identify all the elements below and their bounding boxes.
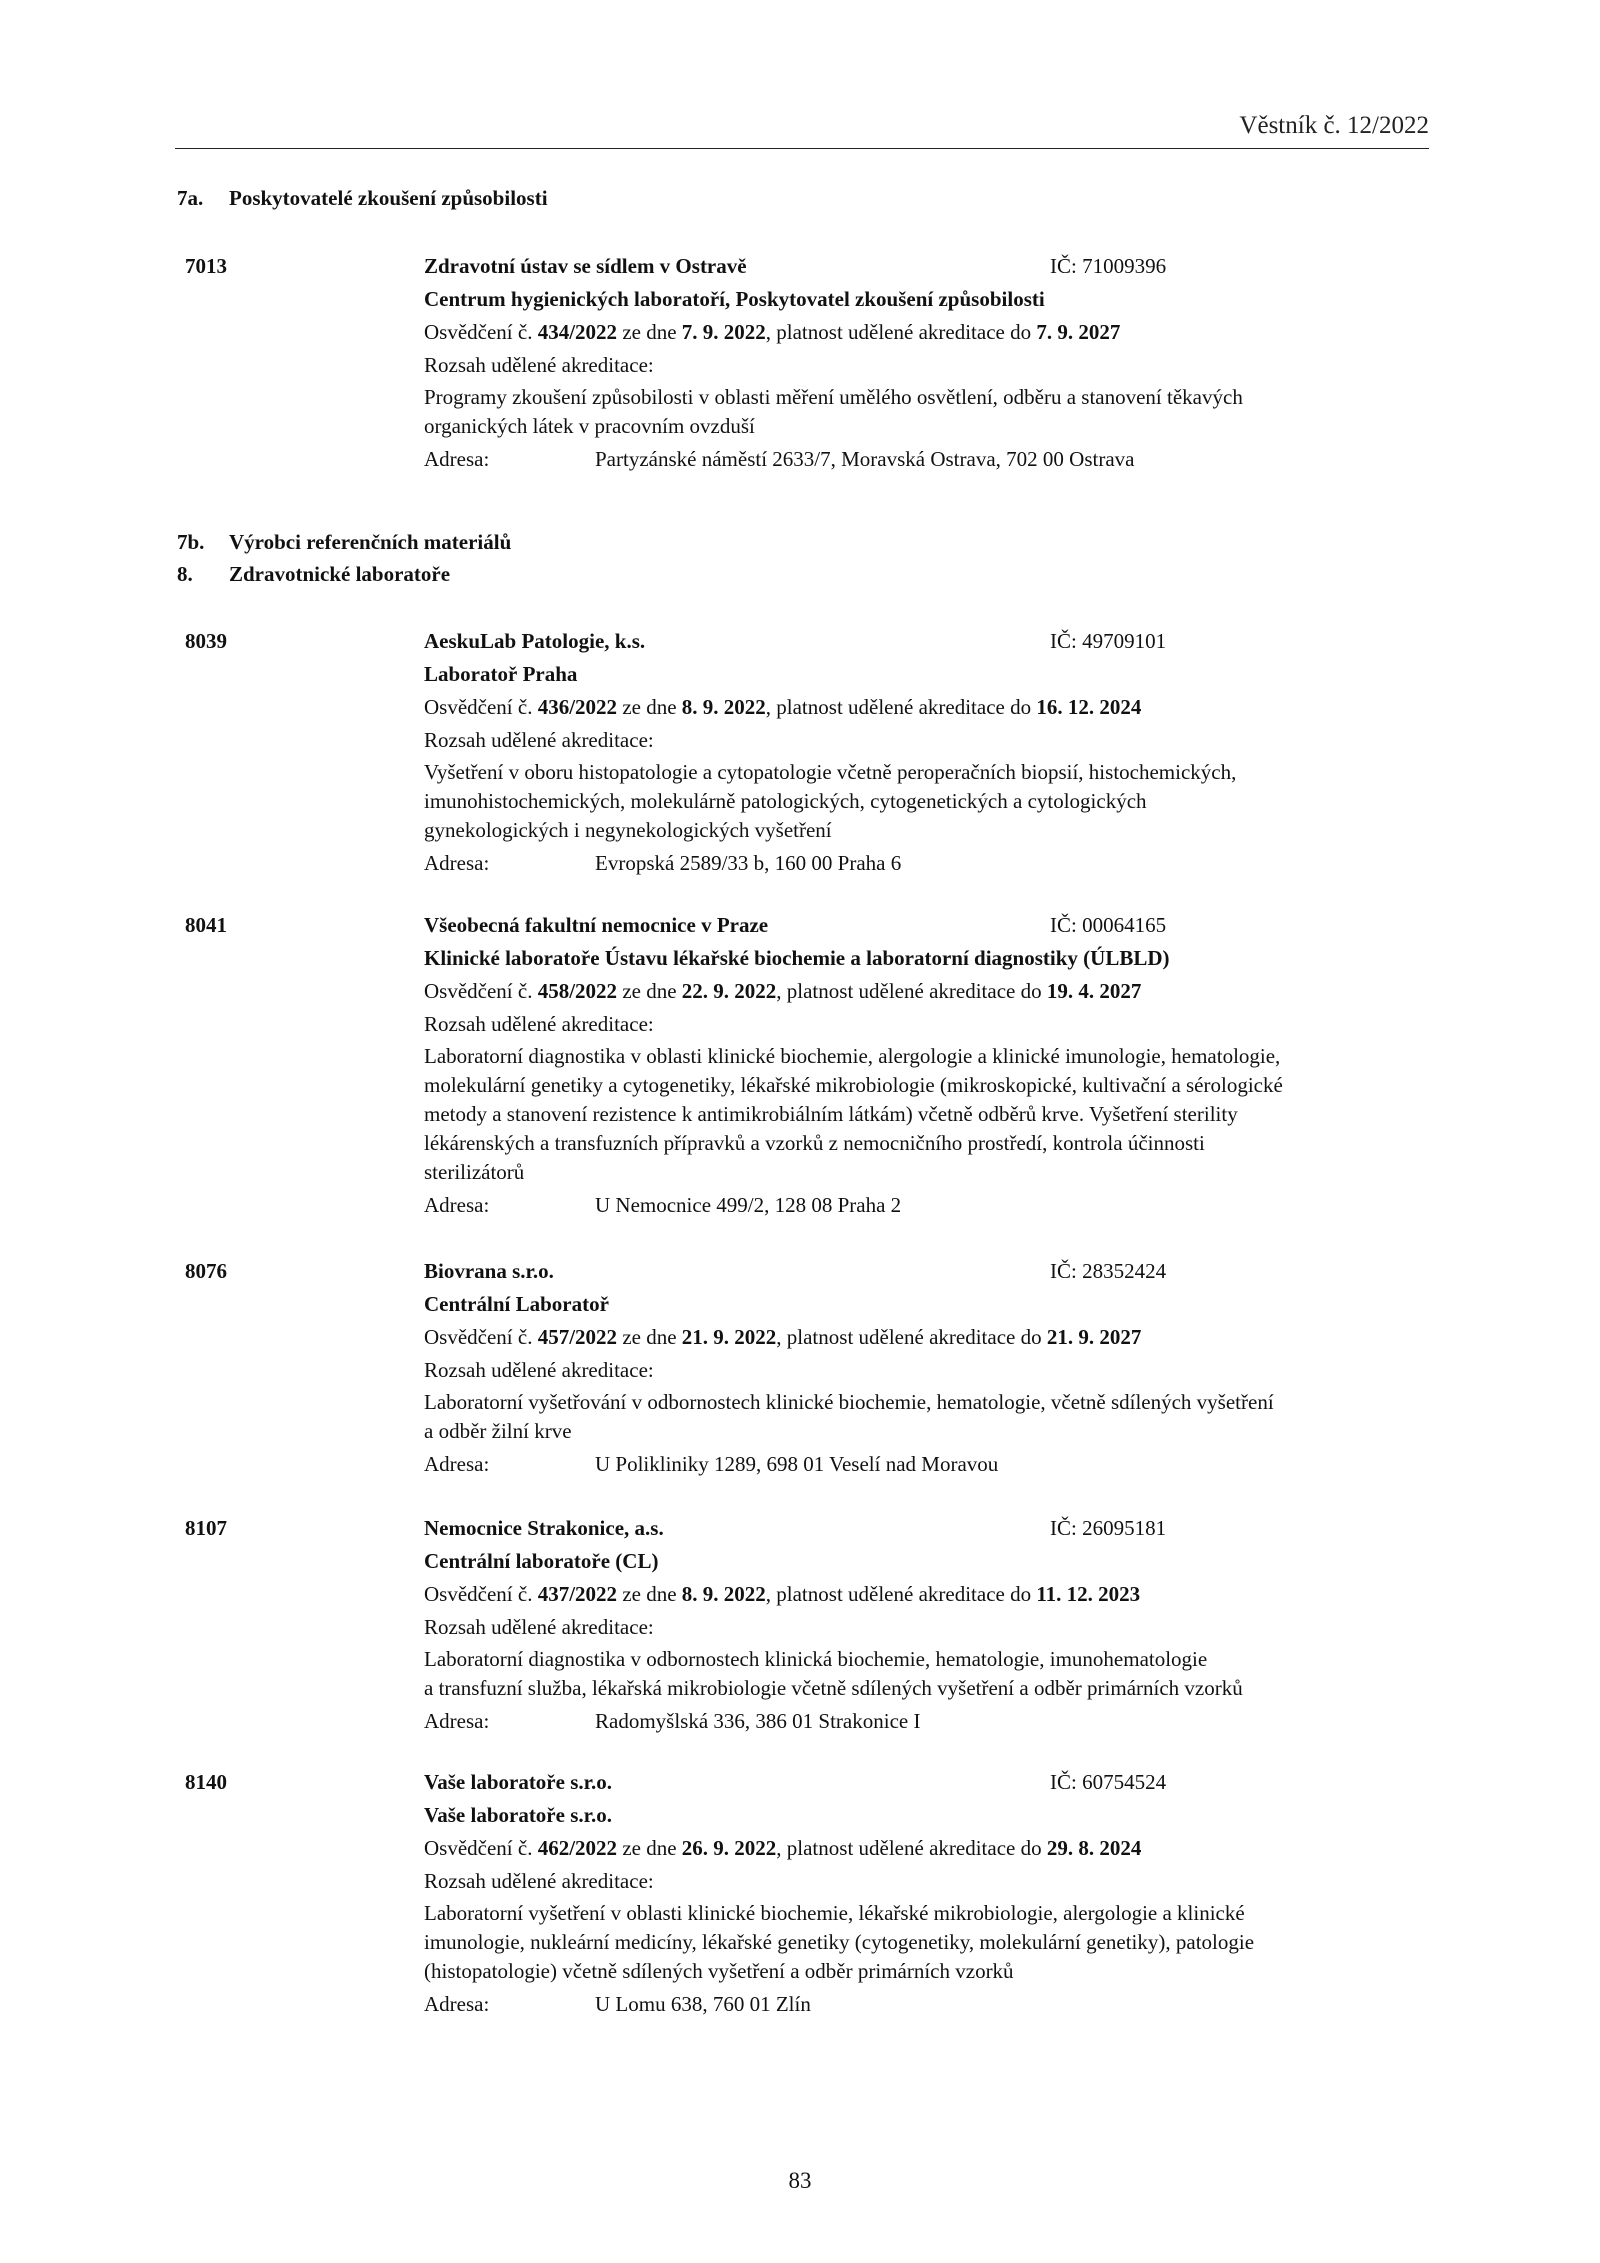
scope-text (424, 1899, 1434, 1986)
certificate-line (424, 1832, 1434, 1865)
scope-line: imunologie, nukleární medicíny, lékařské genetiky (cytogenetiky, molekulární genetiky), patologie (424, 1930, 1255, 1954)
section-title: Výrobci referenčních materiálů (229, 530, 512, 554)
scope-text (424, 1645, 1434, 1703)
address-label: Adresa: (424, 1992, 490, 2016)
scope-label: Rozsah udělené akreditace: (424, 353, 654, 377)
date-label: ze dne (622, 695, 677, 719)
entry-org-row (424, 1512, 1434, 1545)
certificate-label: Osvědčení č. (424, 1836, 533, 1860)
validity-label: , platnost udělené akreditace do (765, 1582, 1032, 1606)
validity-date: 29. 8. 2024 (1046, 1836, 1142, 1860)
certificate-number: 434/2022 (537, 320, 618, 344)
organization-name: Biovrana s.r.o. (424, 1259, 554, 1283)
scope-line: (histopatologie) včetně sdílených vyšetření a odběr primárních vzorků (424, 1959, 1014, 1983)
certificate-line (424, 1578, 1434, 1611)
company-id: IČ: 60754524 (1050, 1770, 1167, 1794)
page-header (175, 110, 1429, 149)
certificate-label: Osvědčení č. (424, 1582, 533, 1606)
entry-code: 8107 (185, 1516, 227, 1540)
page-number: 83 (788, 2168, 812, 2193)
section-heading-8 (177, 562, 450, 587)
scope-text (424, 758, 1434, 845)
scope-line: molekulární genetiky a cytogenetiky, lékařské mikrobiologie (mikroskopické, kultivační a sérologické (424, 1073, 1283, 1097)
scope-label: Rozsah udělené akreditace: (424, 1012, 654, 1036)
address-value: Evropská 2589/33 b, 160 00 Praha 6 (595, 851, 902, 875)
date-label: ze dne (622, 320, 677, 344)
organization-name: Všeobecná fakultní nemocnice v Praze (424, 913, 769, 937)
date-label: ze dne (622, 1582, 677, 1606)
section-number: 8. (177, 562, 193, 586)
address-value: Radomyšlská 336, 386 01 Strakonice I (595, 1709, 921, 1733)
certificate-number: 437/2022 (537, 1582, 618, 1606)
organization-name: AeskuLab Patologie, k.s. (424, 629, 646, 653)
scope-text (424, 1388, 1434, 1446)
section-title: Poskytovatelé zkoušení způsobilosti (229, 186, 548, 210)
certificate-line (424, 316, 1434, 349)
section-number: 7a. (177, 186, 204, 210)
scope-line: sterilizátorů (424, 1160, 525, 1184)
laboratory-name: Klinické laboratoře Ústavu lékařské biochemie a laboratorní diagnostiky (ÚLBLD) (424, 946, 1170, 970)
scope-line: metody a stanovení rezistence k antimikrobiálním látkám) včetně odběrů krve. Vyšetření sterility (424, 1102, 1238, 1126)
address-label: Adresa: (424, 1452, 490, 1476)
entry-org-row (424, 1255, 1434, 1288)
entry-code: 8041 (185, 913, 227, 937)
address-label: Adresa: (424, 851, 490, 875)
scope-line: imunohistochemických, molekulárně patologických, cytogenetických a cytologických (424, 789, 1147, 813)
address-line (424, 1705, 1434, 1738)
scope-line: Vyšetření v oboru histopatologie a cytopatologie včetně peroperačních biopsií, histochemických, (424, 760, 1237, 784)
entry-body (424, 1766, 1434, 2021)
scope-text (424, 383, 1434, 441)
certificate-label: Osvědčení č. (424, 979, 533, 1003)
validity-date: 16. 12. 2024 (1036, 695, 1142, 719)
scope-text (424, 1042, 1434, 1187)
certificate-label: Osvědčení č. (424, 320, 533, 344)
entry-code: 7013 (185, 254, 227, 278)
address-label: Adresa: (424, 1709, 490, 1733)
organization-name: Zdravotní ústav se sídlem v Ostravě (424, 254, 747, 278)
section-heading-7b (177, 530, 511, 555)
address-value: Partyzánské náměstí 2633/7, Moravská Ostrava, 702 00 Ostrava (595, 447, 1135, 471)
scope-line: Laboratorní diagnostika v oblasti klinické biochemie, alergologie a klinické imunologie, hematologie, (424, 1044, 1281, 1068)
scope-label: Rozsah udělené akreditace: (424, 1358, 654, 1382)
address-label: Adresa: (424, 1193, 490, 1217)
validity-label: , platnost udělené akreditace do (776, 1325, 1042, 1349)
laboratory-name: Centrální Laboratoř (424, 1292, 609, 1316)
section-number: 7b. (177, 530, 205, 554)
scope-label: Rozsah udělené akreditace: (424, 1869, 654, 1893)
entry-body (424, 1512, 1434, 1738)
company-id: IČ: 49709101 (1050, 629, 1167, 653)
date-label: ze dne (622, 1836, 677, 1860)
entry-body (424, 909, 1434, 1222)
certificate-line (424, 975, 1434, 1008)
laboratory-name: Centrum hygienických laboratoří, Poskytovatel zkoušení způsobilosti (424, 287, 1045, 311)
certificate-number: 462/2022 (537, 1836, 618, 1860)
scope-label: Rozsah udělené akreditace: (424, 728, 654, 752)
entry-code: 8140 (185, 1770, 227, 1794)
address-value: U Nemocnice 499/2, 128 08 Praha 2 (595, 1193, 902, 1217)
certificate-number: 457/2022 (537, 1325, 618, 1349)
validity-label: , platnost udělené akreditace do (765, 320, 1032, 344)
section-heading-7a (177, 186, 548, 211)
certificate-line (424, 691, 1434, 724)
company-id: IČ: 26095181 (1050, 1516, 1167, 1540)
validity-label: , platnost udělené akreditace do (776, 1836, 1042, 1860)
scope-label: Rozsah udělené akreditace: (424, 1615, 654, 1639)
certificate-line (424, 1321, 1434, 1354)
entry-code: 8076 (185, 1259, 227, 1283)
certificate-date: 8. 9. 2022 (681, 695, 766, 719)
address-line (424, 443, 1434, 476)
address-line (424, 1189, 1434, 1222)
scope-line: lékárenských a transfuzních přípravků a vzorků z nemocničního prostředí, kontrola účinnosti (424, 1131, 1205, 1155)
certificate-label: Osvědčení č. (424, 1325, 533, 1349)
scope-line: Laboratorní vyšetřování v odbornostech klinické biochemie, hematologie, včetně sdílených vyšetření (424, 1390, 1274, 1414)
address-line (424, 847, 1434, 880)
certificate-label: Osvědčení č. (424, 695, 533, 719)
laboratory-name: Vaše laboratoře s.r.o. (424, 1803, 613, 1827)
address-line (424, 1448, 1434, 1481)
address-value: U Lomu 638, 760 01 Zlín (595, 1992, 811, 2016)
entry-body (424, 1255, 1434, 1481)
company-id: IČ: 28352424 (1050, 1259, 1167, 1283)
address-label: Adresa: (424, 447, 490, 471)
scope-line: gynekologických i negynekologických vyšetření (424, 818, 832, 842)
certificate-date: 8. 9. 2022 (681, 1582, 766, 1606)
organization-name: Vaše laboratoře s.r.o. (424, 1770, 613, 1794)
certificate-date: 22. 9. 2022 (681, 979, 777, 1003)
validity-date: 11. 12. 2023 (1036, 1582, 1141, 1606)
scope-line: a transfuzní služba, lékařská mikrobiologie včetně sdílených vyšetření a odběr primárních vzorků (424, 1676, 1243, 1700)
validity-date: 21. 9. 2027 (1046, 1325, 1142, 1349)
date-label: ze dne (622, 1325, 677, 1349)
address-line (424, 1988, 1434, 2021)
entry-org-row (424, 250, 1434, 283)
validity-label: , platnost udělené akreditace do (776, 979, 1042, 1003)
certificate-number: 436/2022 (537, 695, 618, 719)
laboratory-name: Laboratoř Praha (424, 662, 578, 686)
validity-date: 19. 4. 2027 (1046, 979, 1142, 1003)
scope-line: Laboratorní diagnostika v odbornostech klinická biochemie, hematologie, imunohematologie (424, 1647, 1208, 1671)
certificate-date: 7. 9. 2022 (681, 320, 766, 344)
certificate-date: 21. 9. 2022 (681, 1325, 777, 1349)
laboratory-name: Centrální laboratoře (CL) (424, 1549, 659, 1573)
entry-body (424, 625, 1434, 880)
date-label: ze dne (622, 979, 677, 1003)
company-id: IČ: 71009396 (1050, 254, 1167, 278)
certificate-number: 458/2022 (537, 979, 618, 1003)
entry-org-row (424, 625, 1434, 658)
scope-line: a odběr žilní krve (424, 1419, 572, 1443)
certificate-date: 26. 9. 2022 (681, 1836, 777, 1860)
section-title: Zdravotnické laboratoře (229, 562, 451, 586)
journal-title: Věstník č. 12/2022 (1239, 112, 1429, 139)
company-id: IČ: 00064165 (1050, 913, 1167, 937)
validity-label: , platnost udělené akreditace do (765, 695, 1032, 719)
entry-body (424, 250, 1434, 476)
scope-line: organických látek v pracovním ovzduší (424, 414, 755, 438)
organization-name: Nemocnice Strakonice, a.s. (424, 1516, 664, 1540)
validity-date: 7. 9. 2027 (1036, 320, 1121, 344)
scope-line: Laboratorní vyšetření v oblasti klinické biochemie, lékařské mikrobiologie, alergologie a klinické (424, 1901, 1245, 1925)
entry-code: 8039 (185, 629, 227, 653)
entry-org-row (424, 1766, 1434, 1799)
address-value: U Polikliniky 1289, 698 01 Veselí nad Moravou (595, 1452, 999, 1476)
entry-org-row (424, 909, 1434, 942)
scope-line: Programy zkoušení způsobilosti v oblasti měření umělého osvětlení, odběru a stanovení těkavých (424, 385, 1243, 409)
